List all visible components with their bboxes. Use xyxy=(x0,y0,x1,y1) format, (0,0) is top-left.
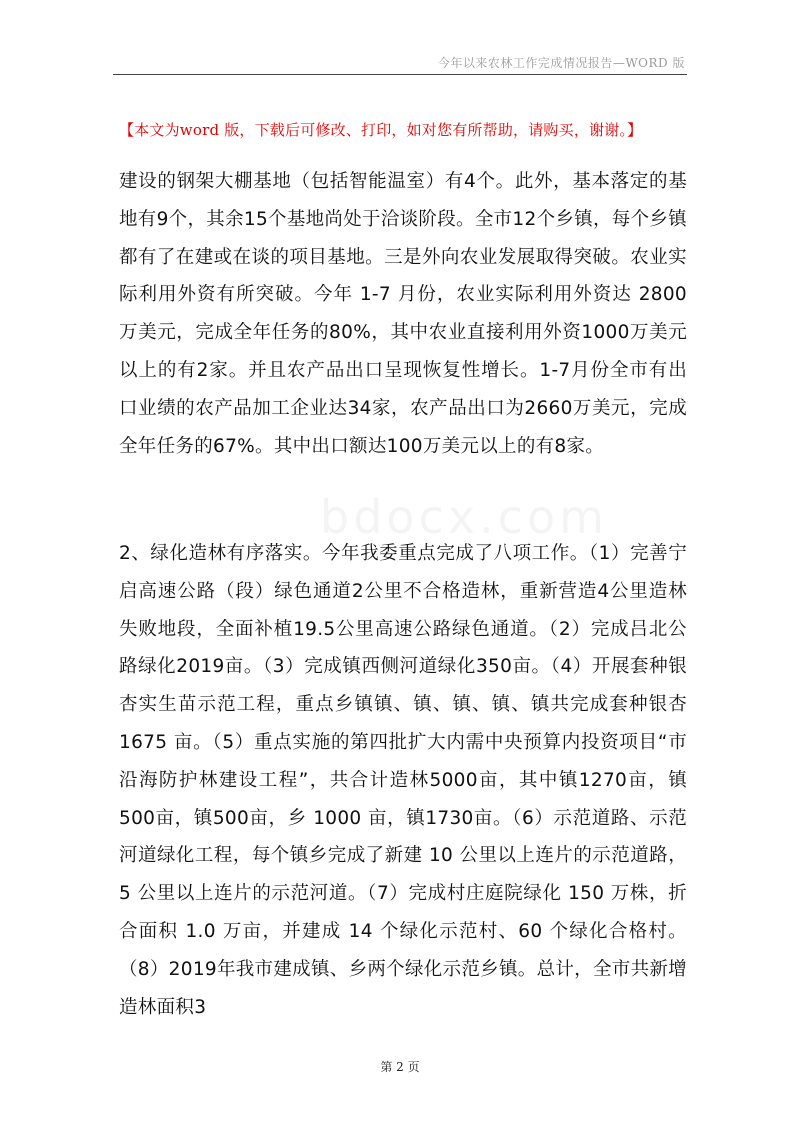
download-notice: 【本文为word 版，下载后可修改、打印，如对您有所帮助，请购买，谢谢。】 xyxy=(119,121,643,139)
page-number: 第 2 页 xyxy=(380,1060,420,1074)
header-divider xyxy=(113,74,687,75)
body-paragraph-2: 2、绿化造林有序落实。今年我委重点完成了八项工作。（1）完善宁启高速公路（段）绿色通道2公里不合格造林，重新营造4公里造林失败地段，全面补植19.5公里高速公路绿色通道。（2）完成吕北公路绿化2019亩。（3）完成镇西侧河道绿化350亩。（4）开展套种银杏实生苗示范工程，重点乡镇镇、镇、镇、镇、镇共完成套种银杏1675 亩。（5）重点实施的第四批扩大内需中央预算内投资项目“市沿海防护林建设工程”，共合计造林5000亩，其中镇1270亩，镇500亩，镇500亩，乡 1000 亩，镇1730亩。（6）示范道路、示范河道绿化工程，每个镇乡完成了新建 10 公里以上连片的示范道路，5 公里以上连片的示范河道。（7）完成村庄庭院绿化 150 万株，折合面积 1.0 万亩，并建成 14 个绿化示范村、60 个绿化合格村。（8）2019年我市建成镇、乡两个绿化示范乡镇。总计，全市共新增造林面积3 xyxy=(119,543,687,1018)
running-header: 今年以来农林工作完成情况报告—WORD 版 xyxy=(437,56,685,70)
body-paragraph-1: 建设的钢架大棚基地（包括智能温室）有4个。此外，基本落定的基地有9个，其余15个基地尚处于洽谈阶段。全市12个乡镇，每个乡镇都有了在建或在谈的项目基地。三是外向农业发展取得突破。农业实际利用外资有所突破。今年 1-7 月份，农业实际利用外资达 2800 万美元，完成全年任务的80%，其中农业直接利用外资1000万美元以上的有2家。并且农产品出口呈现恢复性增长。1-7月份全市有出口业绩的农产品加工企业达34家，农产品出口为2660万美元，完成全年任务的67%。其中出口额达100万美元以上的有8家。 xyxy=(119,171,687,457)
